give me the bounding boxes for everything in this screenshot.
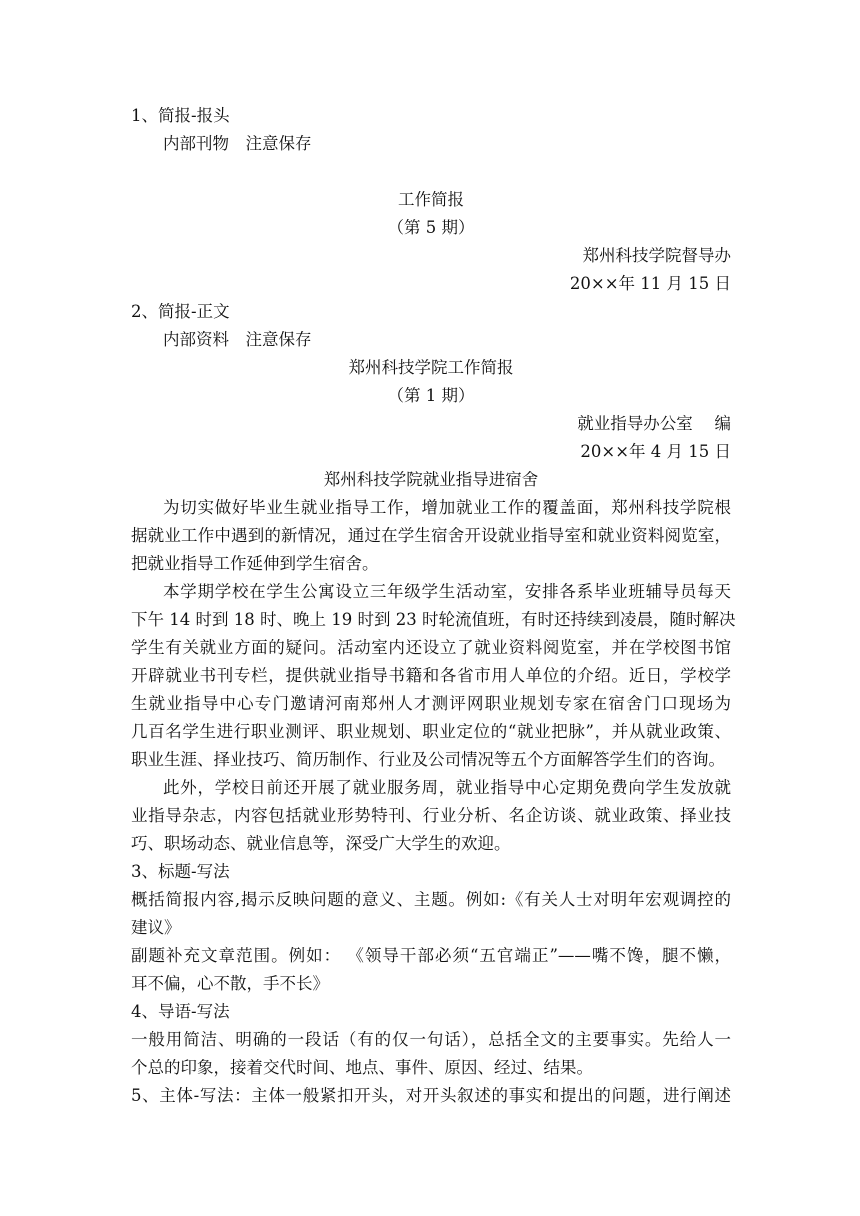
section-2-heading: 2、简报-正文 [131,302,230,321]
paragraph-2-line: 本学期学校在学生公寓设立三年级学生活动室，安排各系毕业班辅导员每天 [163,582,731,601]
section-1-date: 20××年 11 月 15 日 [569,274,731,293]
paragraph-2-line: 下午 14 时到 18 时、晚上 19 时到 23 时轮流值班，有时还持续到凌晨，随时解决 [131,610,736,629]
section-3-text: 耳不偏，心不散，手不长》 [131,974,329,993]
section-5-text: 5、主体-写法：主体一般紧扣开头，对开头叙述的事实和提出的问题，进行阐述 [131,1086,731,1105]
section-1-heading: 1、简报-报头 [131,106,230,125]
section-1-confidential-mark: 内部刊物 注意保存 [163,134,312,153]
paragraph-2-line: 职业生涯、择业技巧、简历制作、行业及公司情况等五个方面解答学生们的咨询。 [131,750,725,769]
paragraph-2-line: 学生有关就业方面的疑问。活动室内还设立了就业资料阅览室，并在学校图书馆 [131,638,731,657]
section-4-text: 一般用简洁、明确的一段话（有的仅一句话），总括全文的主要事实。先给人一 [131,1030,731,1049]
section-4-text: 个总的印象，接着交代时间、地点、事件、原因、经过、结果。 [131,1058,593,1077]
paragraph-2-line: 开辟就业书刊专栏，提供就业指导书籍和各省市用人单位的介绍。近日，学校学 [131,666,731,685]
section-3-heading: 3、标题-写法 [131,862,230,881]
article-title: 郑州科技学院就业指导进宿舍 [323,470,539,489]
section-1-issue-number: （第 5 期） [387,218,475,237]
section-3-text: 概括简报内容,揭示反映问题的意义、主题。例如:《有关人士对明年宏观调控的 [131,890,731,909]
section-1-bulletin-title: 工作简报 [398,190,464,209]
section-4-heading: 4、导语-写法 [131,1002,230,1021]
paragraph-1-line: 把就业指导工作延伸到学生宿舍。 [131,554,379,573]
section-2-confidential-mark: 内部资料 注意保存 [163,330,312,349]
section-1-organization: 郑州科技学院督导办 [582,246,731,265]
section-2-date: 20××年 4 月 15 日 [580,442,731,461]
paragraph-1-line: 为切实做好毕业生就业指导工作，增加就业工作的覆盖面，郑州科技学院根 [163,498,731,517]
paragraph-3-line: 此外，学校日前还开展了就业服务周，就业指导中心定期免费向学生发放就 [163,778,731,797]
section-2-issue-number: （第 1 期） [387,386,475,405]
paragraph-3-line: 巧、职场动态、就业信息等，深受广大学生的欢迎。 [131,834,511,853]
paragraph-3-line: 业指导杂志，内容包括就业形势特刊、行业分析、名企访谈、就业政策、择业技 [131,806,731,825]
paragraph-2-line: 生就业指导中心专门邀请河南郑州人才测评网职业规划专家在宿舍门口现场为 [131,694,731,713]
paragraph-2-line: 几百名学生进行职业测评、职业规划、职业定位的“就业把脉”，并从就业政策、 [131,722,731,741]
section-3-text: 建议》 [131,918,181,937]
paragraph-1-line: 据就业工作中遇到的新情况，通过在学生宿舍开设就业指导室和就业资料阅览室， [131,526,731,545]
section-2-organization: 就业指导办公室 编 [577,414,731,433]
section-3-text: 副题补充文章范围。例如： 《领导干部必须“五官端正”——嘴不馋，腿不懒， [131,946,731,965]
section-2-bulletin-title: 郑州科技学院工作简报 [348,358,514,377]
